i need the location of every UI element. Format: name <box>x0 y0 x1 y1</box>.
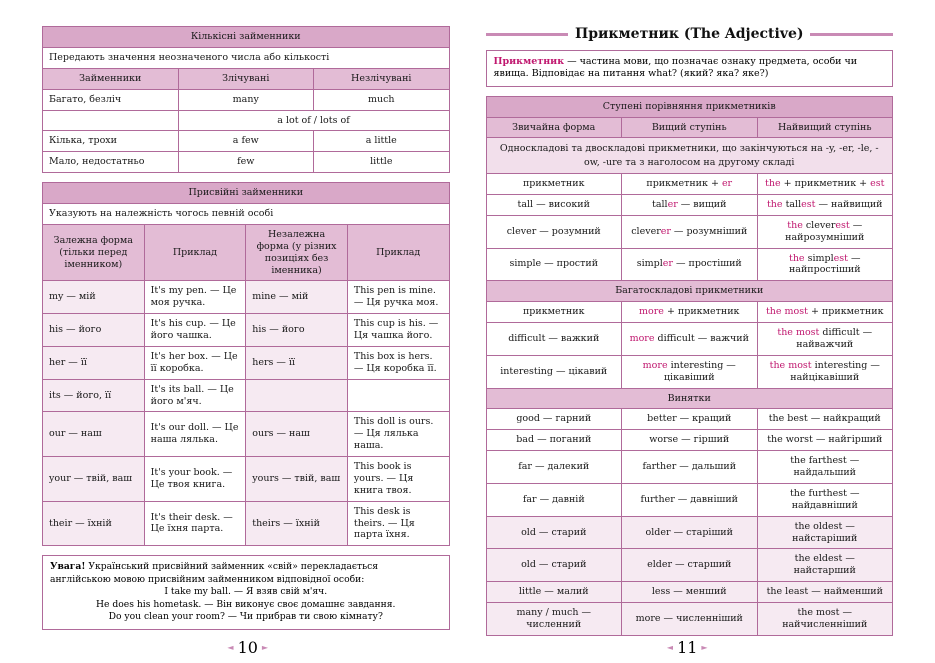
table-row <box>486 483 893 516</box>
note-example-1: He does his hometask. — Він виконує своє домашнє завдання. <box>96 598 396 610</box>
degrees-of-comparison-table <box>486 96 894 636</box>
quant-r2-c0: Кілька, трохи <box>43 131 179 152</box>
deg-r2-sup: the simplest — найпростіший <box>757 248 893 281</box>
table-row <box>43 281 450 314</box>
exc-r5-c1: elder — старший <box>622 549 758 582</box>
table-row <box>43 110 450 131</box>
degrees-header-1: Вищий ступінь <box>622 117 758 138</box>
right-arrow-icon: ► <box>261 643 269 652</box>
poss-header-1: Приклад <box>144 224 246 281</box>
poss-r5-c1: It's your book. — Це твоя книга. <box>144 457 246 502</box>
exc-r4-c2: the oldest — найстаріший <box>757 516 893 549</box>
exc-r7-c1: more — численніший <box>622 603 758 636</box>
poss-r0-c0: my — мій <box>43 281 145 314</box>
exc-r2-c0: far — далекий <box>486 451 622 484</box>
poss-r1-c1: It's his cup. — Це його чашка. <box>144 314 246 347</box>
table-row <box>486 430 893 451</box>
table-row <box>43 457 450 502</box>
attention-note <box>42 555 450 630</box>
adjective-definition <box>486 50 894 87</box>
rule-right <box>810 33 893 36</box>
table-row <box>486 451 893 484</box>
quant-header-1: Злічувані <box>178 68 314 89</box>
suffix-er: er <box>721 178 733 190</box>
exc-r7-c0: many / much — численний <box>486 603 622 636</box>
quant-r0-c1: many <box>178 89 314 110</box>
multisyllable-banner: Багатоскладові прикметники <box>486 281 893 302</box>
poss-r3-c1: It's its ball. — Це його м'яч. <box>144 379 246 412</box>
left-arrow-icon: ◄ <box>666 643 674 652</box>
poss-r5-c3: This book is yours. — Ця книга твоя. <box>347 457 449 502</box>
deg-r1-comp: cleverer — розумніший <box>622 215 758 248</box>
exc-r5-c0: old — старий <box>486 549 622 582</box>
quant-r0-c0: Багато, безліч <box>43 89 179 110</box>
deg-r1-base: clever — розумний <box>486 215 622 248</box>
poss-r6-c0: their — їхній <box>43 501 145 546</box>
exc-r4-c0: old — старий <box>486 516 622 549</box>
poss-r2-c1: It's her box. — Це її коробка. <box>144 346 246 379</box>
degrees-header-2: Найвищий ступінь <box>757 117 893 138</box>
quant-r3-c0: Мало, недостатньо <box>43 152 179 173</box>
poss-r3-c0: its — його, її <box>43 379 145 412</box>
poss-r2-c2: hers — її <box>246 346 348 379</box>
right-arrow-icon: ► <box>701 643 708 652</box>
note-text: Український присвійний займенник «свій» перекладається англійською мовою присвійним займенником відповідної особи: <box>50 561 379 585</box>
quant-r3-c2: little <box>314 152 450 173</box>
note-example-0: I take my ball. — Я взяв свій м'яч. <box>164 586 328 598</box>
poss-r6-c2: theirs — їхній <box>246 501 348 546</box>
suffix-est: est <box>870 178 885 190</box>
quantitative-pronouns-block <box>42 26 450 173</box>
poss-header-2: Незалежна форма (у різних позиціях без іменника) <box>246 224 348 281</box>
possessive-subtitle: Указують на належність чогось певній особі <box>43 204 450 225</box>
table-row <box>486 215 893 248</box>
possessive-pronouns-block <box>42 182 450 546</box>
definition-text: — частина мови, що позначає ознаку предмета, особи чи явища. Відповідає на питання what? (який? яка? яке?) <box>493 56 858 80</box>
multi-r0-comp: more difficult — важчий <box>622 323 758 356</box>
possessive-banner: Присвійні займенники <box>43 183 450 204</box>
table-row <box>43 501 450 546</box>
definition-term: Прикметник <box>493 56 565 67</box>
poss-r6-c3: This desk is theirs. — Ця парта їхня. <box>347 501 449 546</box>
table-row <box>43 89 450 110</box>
table-row <box>486 194 893 215</box>
poss-r1-c2: his — його <box>246 314 348 347</box>
table-row <box>486 355 893 388</box>
exc-r5-c2: the eldest — найстарший <box>757 549 893 582</box>
degrees-banner: Ступені порівняння прикметників <box>486 96 893 117</box>
poss-r1-c3: This cup is his. — Ця чашка його. <box>347 314 449 347</box>
table-row <box>43 131 450 152</box>
exc-r7-c2: the most — найчисленніший <box>757 603 893 636</box>
poss-r0-c1: It's my pen. — Це моя ручка. <box>144 281 246 314</box>
formula-superlative: the + прикметник + est <box>757 174 893 195</box>
poss-r1-c0: his — його <box>43 314 145 347</box>
note-example-2: Do you clean your room? — Чи прибрав ти свою кімнату? <box>108 610 383 622</box>
exc-r0-c1: better — кращий <box>622 409 758 430</box>
table-row <box>43 346 450 379</box>
formula-comparative: прикметник + er <box>622 174 758 195</box>
exc-r3-c1: further — давніший <box>622 483 758 516</box>
poss-r6-c1: It's their desk. — Це їхня парта. <box>144 501 246 546</box>
table-row <box>486 248 893 281</box>
poss-r2-c0: her — її <box>43 346 145 379</box>
deg-r0-base: tall — високий <box>486 194 622 215</box>
multi-r0-sup: the most difficult — найважчий <box>757 323 893 356</box>
table-row <box>486 516 893 549</box>
quant-r3-c1: few <box>178 152 314 173</box>
left-page-footer <box>28 638 468 657</box>
formula2-comparative: more + прикметник <box>622 302 758 323</box>
poss-r3-c2 <box>246 379 348 412</box>
page-title: Прикметник (The Adjective) <box>575 26 804 42</box>
table-row <box>43 314 450 347</box>
poss-r4-c3: This doll is ours. — Ця лялька наша. <box>347 412 449 457</box>
table-row <box>43 379 450 412</box>
formula2-base: прикметник <box>486 302 622 323</box>
multi-r0-base: difficult — важкий <box>486 323 622 356</box>
table-row <box>486 603 893 636</box>
exc-r3-c2: the furthest — найдавніший <box>757 483 893 516</box>
exc-r6-c0: little — малий <box>486 582 622 603</box>
multi-r1-base: interesting — цікавий <box>486 355 622 388</box>
poss-r0-c3: This pen is mine. — Ця ручка моя. <box>347 281 449 314</box>
possessive-pronouns-table <box>42 182 450 546</box>
right-page-column <box>468 26 908 663</box>
rule-left <box>486 33 569 36</box>
exc-r4-c1: older — старіший <box>622 516 758 549</box>
quantitative-subtitle: Передають значення неозначеного числа або кількості <box>43 47 450 68</box>
poss-header-3: Приклад <box>347 224 449 281</box>
poss-r0-c2: mine — мій <box>246 281 348 314</box>
exc-r2-c2: the farthest — найдальший <box>757 451 893 484</box>
exc-r0-c2: the best — найкращий <box>757 409 893 430</box>
poss-header-0: Залежна форма (тільки перед іменником) <box>43 224 145 281</box>
rule-text: Односкладові та двоскладові прикметники, що закінчуються на -y, -er, -le, -ow, -ure та з наголосом на другому складі <box>499 143 879 168</box>
multi-r1-sup: the most interesting — найцікавіший <box>757 355 893 388</box>
left-page-number: 10 <box>237 638 258 657</box>
quant-r1-blank <box>43 110 179 131</box>
formula2-superlative: the most + прикметник <box>757 302 893 323</box>
quant-r1-span: a lot of / lots of <box>178 110 449 131</box>
exc-r1-c0: bad — поганий <box>486 430 622 451</box>
deg-r0-comp: taller — вищий <box>622 194 758 215</box>
table-row <box>486 323 893 356</box>
table-row <box>486 409 893 430</box>
exceptions-banner: Винятки <box>486 388 893 409</box>
poss-r3-c3 <box>347 379 449 412</box>
left-page-column <box>28 26 468 663</box>
table-row <box>43 412 450 457</box>
table-row <box>486 582 893 603</box>
table-row <box>486 549 893 582</box>
quantitative-banner: Кількісні займенники <box>43 27 450 48</box>
left-arrow-icon: ◄ <box>227 643 234 652</box>
quant-r2-c1: a few <box>178 131 314 152</box>
poss-r4-c0: our — наш <box>43 412 145 457</box>
note-title: Увага! <box>50 561 86 573</box>
poss-r4-c2: ours — наш <box>246 412 348 457</box>
poss-r5-c2: yours — твій, ваш <box>246 457 348 502</box>
quantitative-pronouns-table <box>42 26 450 173</box>
formula-base: прикметник <box>486 174 622 195</box>
poss-r4-c1: It's our doll. — Це наша лялька. <box>144 412 246 457</box>
section-title-row <box>486 26 894 42</box>
right-page-number: 11 <box>677 638 698 657</box>
multi-r1-comp: more interesting — цікавіший <box>622 355 758 388</box>
degrees-header-0: Звичайна форма <box>486 117 622 138</box>
poss-r5-c0: your — твій, ваш <box>43 457 145 502</box>
exc-r2-c1: farther — дальший <box>622 451 758 484</box>
exc-r0-c0: good — гарний <box>486 409 622 430</box>
deg-r1-sup: the cleverest — найрозумніший <box>757 215 893 248</box>
poss-r2-c3: This box is hers. — Ця коробка її. <box>347 346 449 379</box>
quant-r2-c2: a little <box>314 131 450 152</box>
exc-r1-c1: worse — гірший <box>622 430 758 451</box>
quant-header-0: Займенники <box>43 68 179 89</box>
quant-r0-c2: much <box>314 89 450 110</box>
quant-header-2: Незлічувані <box>314 68 450 89</box>
article-the: the <box>765 178 781 190</box>
exc-r1-c2: the worst — найгірший <box>757 430 893 451</box>
deg-r2-base: simple — простий <box>486 248 622 281</box>
right-page-footer <box>468 638 908 657</box>
one-two-syllable-rule <box>486 138 893 174</box>
deg-r0-sup: the tallest — найвищий <box>757 194 893 215</box>
exc-r6-c2: the least — найменший <box>757 582 893 603</box>
table-row <box>43 152 450 173</box>
deg-r2-comp: simpler — простіший <box>622 248 758 281</box>
exc-r6-c1: less — менший <box>622 582 758 603</box>
exc-r3-c0: far — давній <box>486 483 622 516</box>
